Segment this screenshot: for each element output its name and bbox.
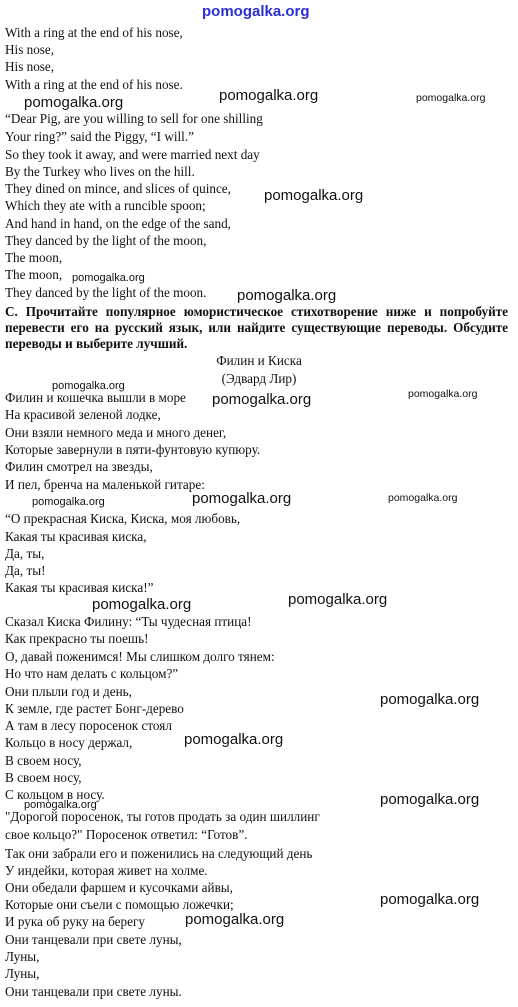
poem-title: Филин и Киска (216, 353, 302, 368)
poem-line: Они танцевали при свете луны. (5, 984, 182, 999)
poem-line: Они обедали фаршем и кусочками айвы, (5, 880, 233, 895)
poem-line: They danced by the light of the moon, (5, 233, 207, 248)
poem-line: So they took it away, and were married next day (5, 147, 260, 162)
poem-line: Которые они съели с помощью ложечки; (5, 897, 234, 912)
poem-line: By the Turkey who lives on the hill. (5, 164, 195, 179)
poem-line: К земле, где растет Бонг-дерево (5, 701, 184, 716)
poem-line: They dined on mince, and slices of quince, (5, 181, 231, 196)
poem-line: And hand in hand, on the edge of the sand, (5, 216, 231, 231)
poem-line: Которые завернули в пяти-фунтовую купюру. (5, 442, 261, 457)
watermark: pomogalka.org (192, 490, 292, 507)
poem-line: They danced by the light of the moon. (5, 285, 207, 300)
watermark: pomogalka.org (212, 391, 312, 408)
poem-line: With a ring at the end of his nose. (5, 77, 183, 92)
poem-line: Они плыли год и день, (5, 684, 132, 699)
poem-line: Филин и кошечка вышли в море (5, 390, 186, 405)
poem-line: С кольцом в носу. (5, 787, 105, 802)
poem-line: Your ring?” said the Piggy, “I will.” (5, 129, 194, 144)
watermark-top[interactable]: pomogalka.org (202, 3, 310, 20)
poem-line: Да, ты, (5, 546, 45, 561)
watermark: pomogalka.org (237, 287, 337, 304)
watermark: pomogalka.org (185, 911, 285, 928)
watermark: pomogalka.org (24, 94, 124, 111)
watermark: pomogalka.org (92, 596, 192, 613)
poem-line: Да, ты! (5, 563, 46, 578)
poem-line: "Дорогой поросенок, ты готов продать за один шиллинг (5, 809, 320, 824)
watermark: pomogalka.org (380, 691, 480, 708)
poem-line: В своем носу, (5, 753, 82, 768)
poem-line: свое кольцо?" Поросенок ответил: “Готов”. (5, 827, 248, 842)
watermark: pomogalka.org (219, 87, 319, 104)
poem-line: The moon, (5, 250, 63, 265)
poem-line: Они танцевали при свете луны, (5, 932, 182, 947)
watermark: pomogalka.org (52, 380, 125, 392)
poem-line: Луны, (5, 949, 40, 964)
watermark: pomogalka.org (264, 187, 364, 204)
watermark: pomogalka.org (184, 731, 284, 748)
watermark: pomogalka.org (24, 799, 97, 811)
watermark: pomogalka.org (380, 891, 480, 908)
poem-line: Но что нам делать с кольцом?” (5, 666, 179, 681)
poem-line: Филин смотрел на звезды, (5, 459, 153, 474)
poem-line: Луны, (5, 966, 40, 981)
poem-line: His nose, (5, 42, 55, 57)
poem-line: Кольцо в носу держал, (5, 735, 133, 750)
poem-line: Which they ate with a runcible spoon; (5, 198, 206, 213)
watermark: pomogalka.org (388, 492, 458, 504)
poem-line: Как прекрасно ты поешь! (5, 631, 149, 646)
watermark: pomogalka.org (380, 791, 480, 808)
poem-line: И рука об руку на берегу (5, 914, 145, 929)
watermark: pomogalka.org (288, 591, 388, 608)
task-text: C. Прочитайте популярное юмористическое стихотворение ниже и попробуйте перевести его на русский язык, или найдите существующие переводы. Обсудите переводы и выберите лучший. (5, 304, 508, 351)
watermark: pomogalka.org (32, 496, 105, 508)
poem-line: О, давай поженимся! Мы слишком долго тянем: (5, 649, 275, 664)
poem-line: Так они забрали его и поженились на следующий день (5, 846, 313, 861)
poem-line: His nose, (5, 59, 55, 74)
watermark: pomogalka.org (72, 272, 145, 284)
poem-line: “О прекрасная Киска, Киска, моя любовь, (5, 511, 241, 526)
poem-line: В своем носу, (5, 770, 82, 785)
poem-author: (Эдвард Лир) (221, 371, 297, 386)
poem-line: With a ring at the end of his nose, (5, 25, 183, 40)
poem-line: А там в лесу поросенок стоял (5, 718, 172, 733)
poem-line: И пел, бренча на маленькой гитаре: (5, 477, 205, 492)
watermark: pomogalka.org (416, 92, 486, 104)
poem-line: Какая ты красивая киска, (5, 529, 147, 544)
poem-line: The moon, (5, 267, 63, 282)
poem-line: Они взяли немного меда и много денег, (5, 425, 227, 440)
poem-line: Сказал Киска Филину: “Ты чудесная птица! (5, 614, 252, 629)
poem-line: У индейки, которая живет на холме. (5, 863, 208, 878)
poem-line: На красивой зеленой лодке, (5, 407, 161, 422)
watermark: pomogalka.org (408, 388, 478, 400)
poem-line: Какая ты красивая киска!” (5, 580, 154, 595)
poem-line: “Dear Pig, are you willing to sell for one shilling (5, 111, 263, 126)
